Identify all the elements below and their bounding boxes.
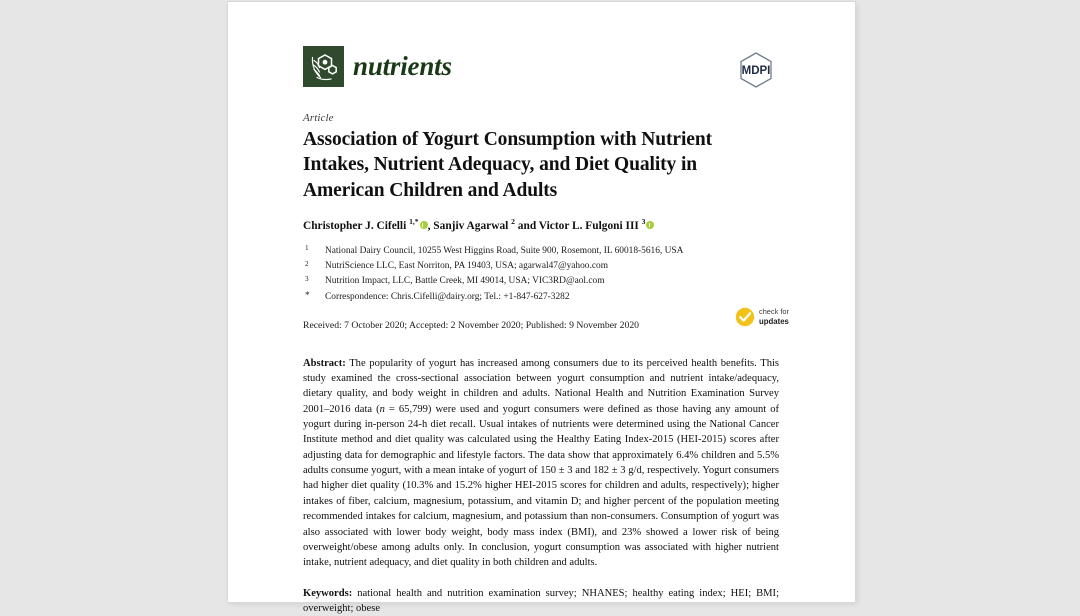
- affiliation-row: [303, 274, 779, 289]
- affiliation-text: Nutrition Impact, LLC, Battle Creek, MI 49014, USA; VIC3RD@aol.com: [325, 276, 605, 287]
- page-title: Association of Yogurt Consumption with Nutrient Intakes, Nutrient Adequacy, and Diet Quality in American Children and Adults: [303, 129, 712, 201]
- orcid-icon[interactable]: [420, 221, 428, 229]
- abstract-text: Abstract: The popularity of yogurt has increased among consumers due to its perceived health benefits. This study examined the cross-sectional association between yogurt consumption and nutrient intake/adequacy, dietary quality, and body weight in children and adults. National Health and Nutrition Examination Survey 2001–2016 data (n = 65,799) were used and yogurt consumers were defined as those having any amount of yogurt during in-person 24-h diet recall. Usual intakes of nutrients were determined using the National Cancer Institute method and diet quality was calculated using the Healthy Eating Index-2015 (HEI-2015) scores after adjusting data for demographic and lifestyle factors. The data show that approximately 6.4% children and 5.5% adults consume yogurt, with a mean intake of yogurt of 150 ± 3 and 182 ± 3 g/d, respectively. Yogurt consumers had higher diet quality (10.3% and 15.2% higher HEI-2015 scores for children and adults, respectively); higher intakes of fiber, calcium, magnesium, potassium, and vitamin D; and higher percent of the population meeting recommended intakes for calcium, magnesium, and potassium than non-consumers. Consumption of yogurt was also associated with lower body weight, body mass index (BMI), and 23% showed a lower risk of being overweight/obese among adults only. In conclusion, yogurt consumption was associated with higher nutrient intake, nutrient adequacy, and diet quality in both children and adults.: [303, 357, 779, 569]
- affiliation-marker: 3: [305, 274, 309, 283]
- mdpi-logo-text: MDPI: [741, 65, 771, 77]
- keywords-text: Keywords: national health and nutrition examination survey; NHANES; healthy eating index; HEI; BMI; overweight; obese: [303, 587, 779, 614]
- document-page: [228, 2, 855, 614]
- author-list: Christopher J. Cifelli $^{1,*}$ , Sanjiv Agarwal $^2$ and Victor L. Fulgoni III $^3$: [303, 217, 779, 235]
- affiliation-list: [303, 244, 779, 305]
- crossmark-line1: check for: [759, 306, 789, 316]
- orcid-icon[interactable]: [646, 221, 654, 229]
- affiliation-marker: *: [305, 290, 310, 301]
- affiliation-marker: 1: [305, 244, 309, 253]
- journal-brand[interactable]: [303, 46, 779, 87]
- affiliation-row: [303, 290, 779, 305]
- publication-dates: Received: 7 October 2020; Accepted: 2 November 2020; Published: 9 November 2020: [303, 319, 640, 331]
- page-content: [303, 46, 789, 616]
- crossmark-badge[interactable]: [735, 307, 789, 327]
- affiliation-marker: 2: [305, 259, 309, 268]
- crossmark-line2: updates: [759, 316, 789, 326]
- mdpi-logo-icon[interactable]: [733, 47, 779, 93]
- affiliation-text: National Dairy Council, 10255 West Higgins Road, Suite 900, Rosemont, IL 60018-5616, USA: [325, 245, 684, 256]
- nutrients-logo-icon: [303, 46, 344, 87]
- affiliation-text: NutriScience LLC, East Norriton, PA 19403, USA; agarwal47@yahoo.com: [325, 261, 608, 272]
- masthead: [303, 46, 779, 98]
- affiliation-row: [303, 244, 779, 259]
- check-circle-icon: [735, 307, 755, 327]
- article-type-label: Article: [303, 112, 334, 124]
- publication-dates-row: [303, 306, 789, 354]
- crossmark-text: [759, 308, 789, 326]
- affiliation-row: [303, 259, 779, 274]
- journal-name: nutrients: [353, 51, 452, 81]
- affiliation-text: Correspondence: Chris.Cifelli@dairy.org; Tel.: +1-847-627-3282: [325, 291, 570, 302]
